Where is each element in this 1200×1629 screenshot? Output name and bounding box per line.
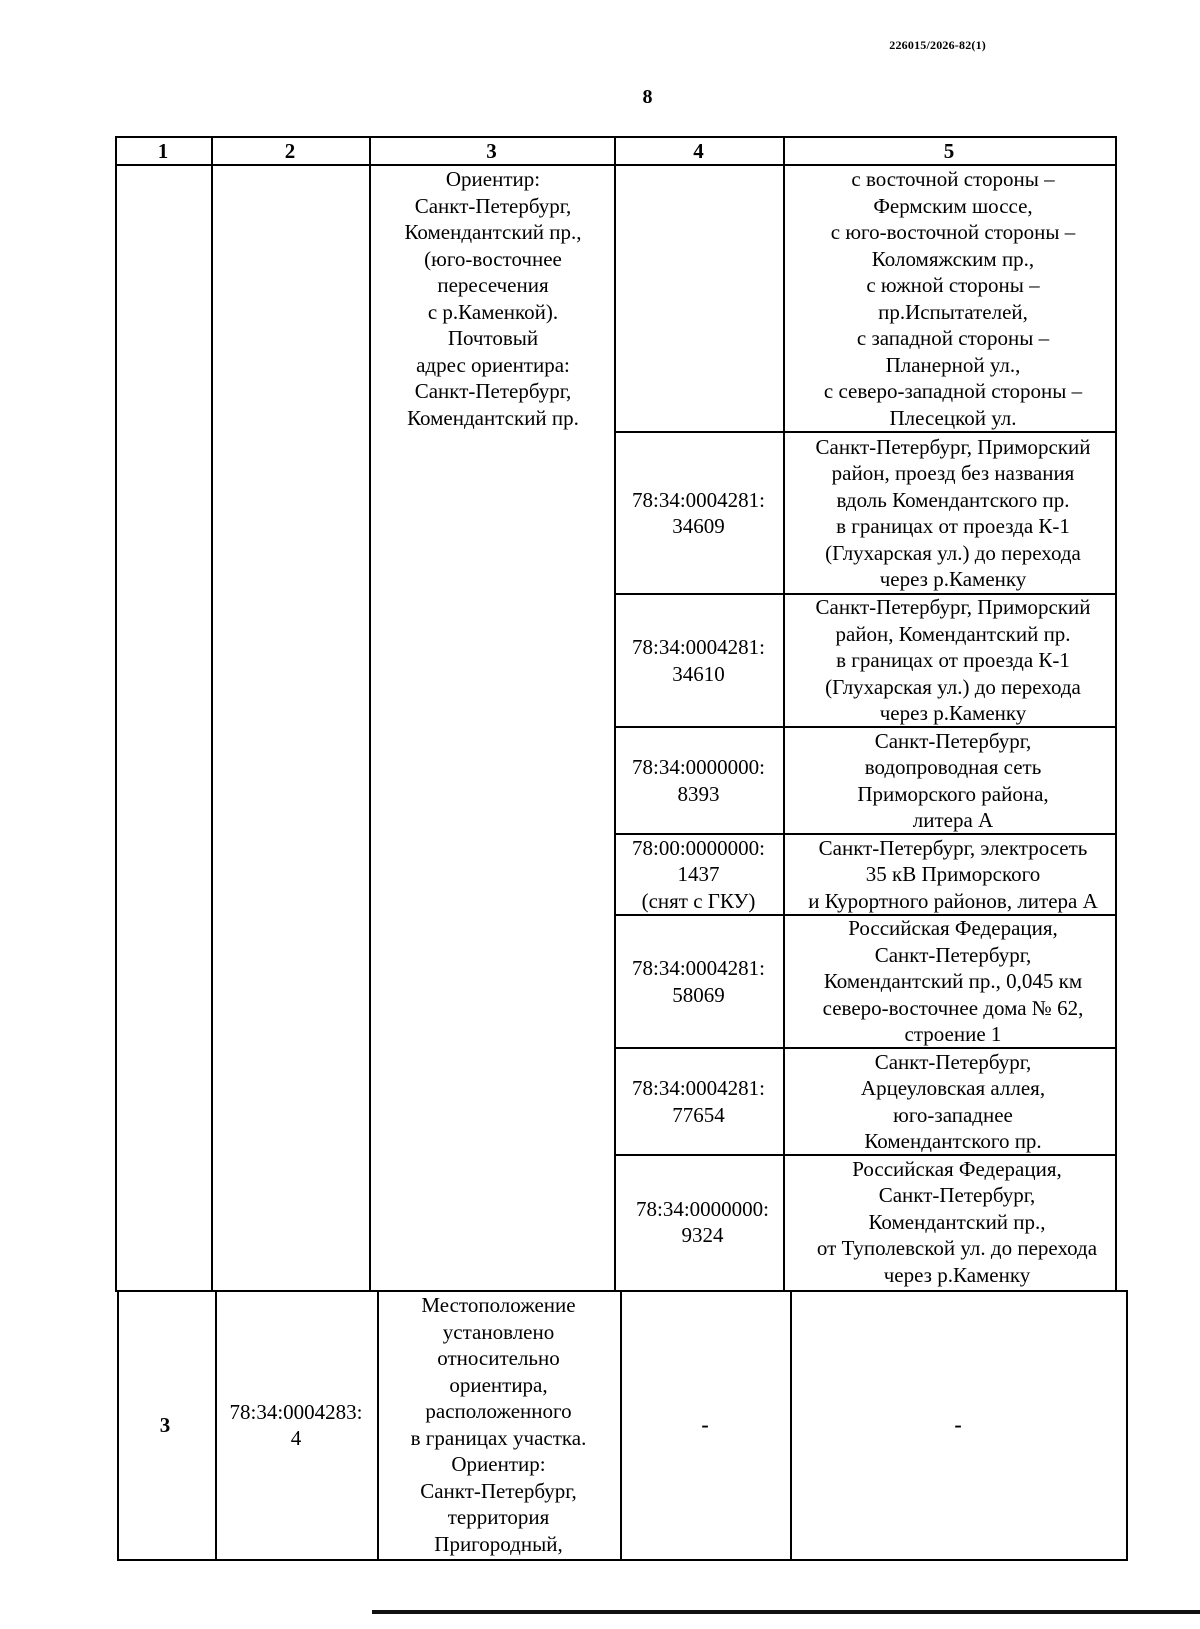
cadastral-address: Российская Федерация, Санкт-Петербург, Комендантский пр., 0,045 км северо-восточнее дома № 62, строение 1 [822, 916, 1084, 1047]
cadastral-number: 78:34:0004283: 4 [229, 1399, 363, 1450]
cadastral-number: 78:34:0004281: 77654 [631, 1076, 765, 1127]
page-number: 8 [642, 86, 653, 108]
column-header-3: 3 [486, 139, 497, 163]
cadastral-number: 78:34:0000000: 8393 [631, 755, 765, 806]
row-number: 3 [159, 1412, 171, 1437]
cadastral-address: Санкт-Петербург, Приморский район, проезд без названия вдоль Комендантского пр. в границах от проезда К-1 (Глухарская ул.) до перехода через р.Каменку [815, 434, 1091, 591]
cadastral-address: Санкт-Петербург, водопроводная сеть Приморского района, литера А [857, 728, 1049, 832]
document-number: 226015/2026-82(1) [889, 38, 986, 52]
location-description: Местоположение установлено относительно ориентира, расположенного в границах участка. Ориентир: Санкт-Петербург, территория Пригородный, [410, 1293, 587, 1556]
boundary-description: с восточной стороны – Фермским шоссе, с юго-восточной стороны – Коломяжским пр., с южной стороны – пр.Испытателей, с западной стороны – Планерной ул., с северо-западной стороны – Плесецкой ул. [823, 167, 1083, 430]
cadastral-number: 78:34:0004281: 34609 [631, 487, 765, 538]
column-header-1: 1 [157, 139, 169, 163]
cadastral-address: Санкт-Петербург, Арцеуловская аллея, юго-западнее Комендантского пр. [860, 1049, 1046, 1153]
column-header-2: 2 [284, 139, 296, 163]
orientation-description: Ориентир: Санкт-Петербург, Комендантский пр., (юго-восточнее пересечения с р.Каменкой). Почтовый адрес ориентира: Санкт-Петербург, Комендантский пр. [404, 167, 582, 430]
column-header-5: 5 [943, 139, 955, 163]
page-bottom-rule [372, 1610, 1200, 1614]
cadastral-number: 78:34:0000000: 9324 [635, 1196, 769, 1247]
cadastral-address: Санкт-Петербург, Приморский район, Комендантский пр. в границах от проезда К-1 (Глухарская ул.) до перехода через р.Каменку [815, 595, 1091, 726]
cadastral-address: Российская Федерация, Санкт-Петербург, Комендантский пр., от Туполевской ул. до перехода через р.Каменку [816, 1156, 1098, 1287]
cadastral-number: 78:00:0000000: 1437 (снят с ГКУ) [631, 835, 765, 913]
cadastral-number: 78:34:0004281: 34610 [631, 635, 765, 686]
empty-cell-dash: - [701, 1412, 709, 1437]
cadastral-number: 78:34:0004281: 58069 [631, 956, 765, 1007]
cadastral-address: Санкт-Петербург, электросеть 35 кВ Приморского и Курортного районов, литера А [808, 835, 1098, 913]
column-header-4: 4 [693, 139, 704, 163]
empty-cell-dash: - [954, 1412, 962, 1437]
